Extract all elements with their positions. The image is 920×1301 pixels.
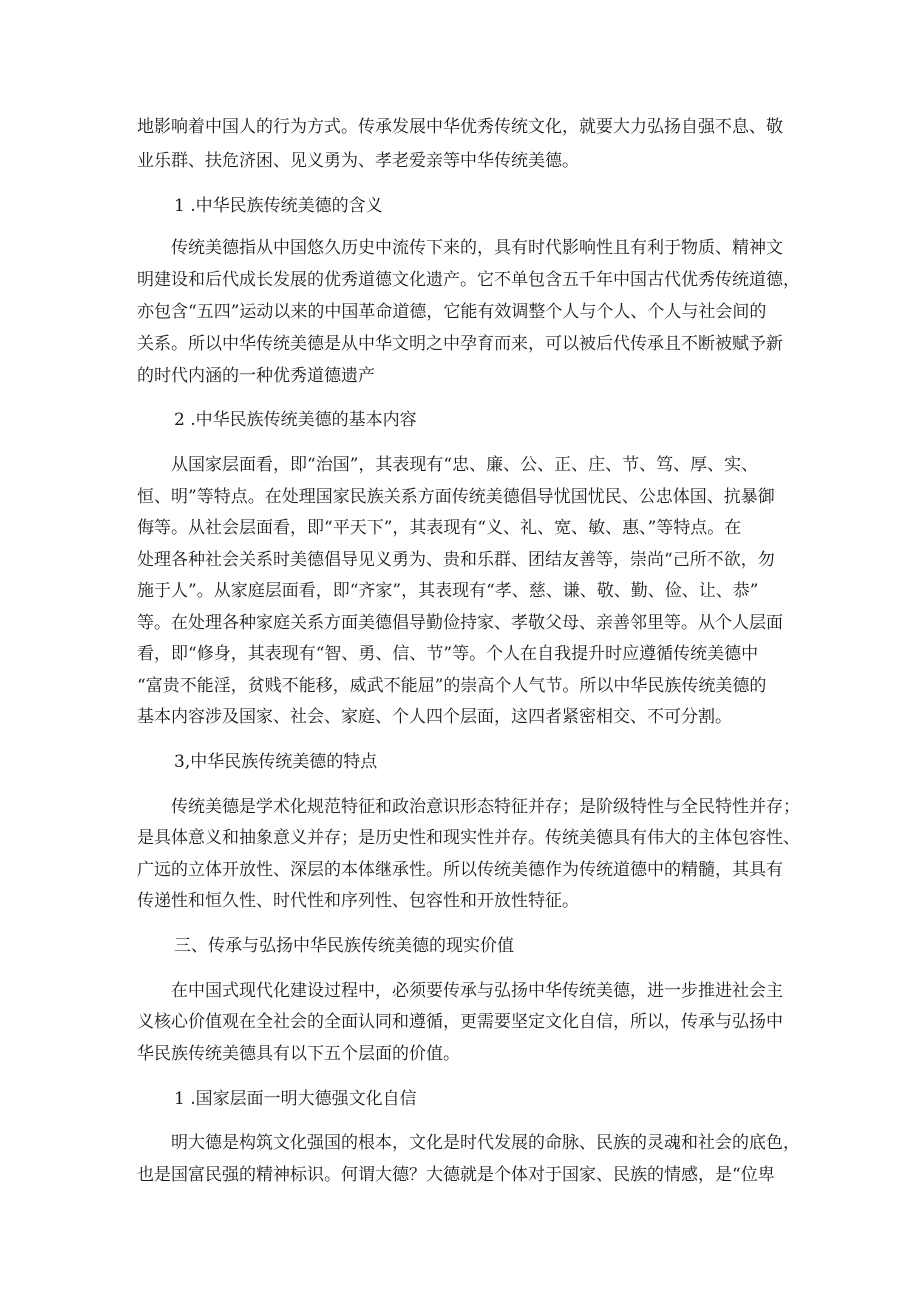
paragraph-line: 亦包含“五四”运动以来的中国革命道德，它能有效调整个人与个人、个人与社会间的 bbox=[137, 302, 767, 322]
section-heading: 1 .国家层面一明大德强文化自信 bbox=[174, 1089, 417, 1109]
section-heading: 三、传承与弘扬中华民族传统美德的现实价值 bbox=[174, 936, 514, 956]
paragraph-line: 侮等。从社会层面看，即“平天下”，其表现有“义、礼、宽、敏、惠、”等特点。在 bbox=[137, 518, 742, 538]
paragraph-line: 施于人”。从家庭层面看，即“齐家”，其表现有“孝、慈、谦、敬、勤、俭、让、恭” bbox=[137, 581, 759, 601]
paragraph-line: 看，即“修身，其表现有“智、勇、信、节”等。个人在自我提升时应遵循传统美德中 bbox=[137, 644, 759, 664]
paragraph-line: 地影响着中国人的行为方式。传承发展中华优秀传统文化，就要大力弘扬自强不息、敬 bbox=[137, 117, 783, 137]
paragraph-line: 广远的立体开放性、深层的本体继承性。所以传统美德作为传统道德中的精髓，其具有 bbox=[137, 860, 783, 880]
paragraph-line: 等。在处理各种家庭关系方面美德倡导勤俭持家、孝敬父母、亲善邻里等。从个人层面 bbox=[137, 613, 783, 633]
paragraph-line: 也是国富民强的精神标识。何谓大德？大德就是个体对于国家、民族的情感，是“位卑 bbox=[137, 1165, 775, 1185]
paragraph-line: 是具体意义和抽象意义并存；是历史性和现实性并存。传统美德具有伟大的主体包容性、 bbox=[137, 828, 800, 848]
paragraph-line: 处理各种社会关系时美德倡导见义勇为、贵和乐群、团结友善等，崇尚“己所不欲，勿 bbox=[137, 550, 775, 570]
paragraph-line: 基本内容涉及国家、社会、家庭、个人四个层面，这四者紧密相交、不可分割。 bbox=[137, 707, 732, 727]
paragraph-line: 传统美德是学术化规范特征和政治意识形态特征并存；是阶级特性与全民特性并存； bbox=[137, 797, 800, 817]
paragraph-line: 明建设和后代成长发展的优秀道德文化遗产。它不单包含五千年中国古代优秀传统道德， bbox=[137, 270, 800, 290]
section-heading: 2 .中华民族传统美德的基本内容 bbox=[174, 410, 417, 430]
paragraph-line: 业乐群、扶危济困、见义勇为、孝老爱亲等中华传统美德。 bbox=[137, 151, 579, 171]
paragraph-line: 恒、明”等特点。在处理国家民族关系方面传统美德倡导忧国忧民、公忠体国、抗暴御 bbox=[137, 487, 775, 507]
paragraph-line: 义核心价值观在全社会的全面认同和遵循，更需要坚定文化自信，所以，传承与弘扬中 bbox=[137, 1012, 783, 1032]
paragraph-line: 从国家层面看，即“治国”，其表现有“忠、廉、公、正、庄、节、笃、厚、实、 bbox=[137, 455, 759, 475]
paragraph-line: 关系。所以中华传统美德是从中华文明之中孕育而来，可以被后代传承且不断被赋予新 bbox=[137, 334, 783, 354]
section-heading: 3,中华民族传统美德的特点 bbox=[174, 752, 378, 772]
paragraph-line: 的时代内涵的一种优秀道德遗产 bbox=[137, 366, 375, 386]
paragraph-line: “富贵不能淫，贫贱不能移，威武不能屈”的崇高个人气节。所以中华民族传统美德的 bbox=[137, 676, 767, 696]
paragraph-line: 明大德是构筑文化强国的根本，文化是时代发展的命脉、民族的灵魂和社会的底色， bbox=[137, 1133, 800, 1153]
paragraph-line: 传递性和恒久性、时代性和序列性、包容性和开放性特征。 bbox=[137, 891, 579, 911]
paragraph-line: 传统美德指从中国悠久历史中流传下来的，具有时代影响性且有利于物质、精神文 bbox=[137, 238, 783, 258]
section-heading: 1 .中华民族传统美德的含义 bbox=[174, 196, 383, 216]
paragraph-line: 在中国式现代化建设过程中，必须要传承与弘扬中华传统美德，进一步推进社会主 bbox=[137, 981, 783, 1001]
paragraph-line: 华民族传统美德具有以下五个层面的价值。 bbox=[137, 1044, 460, 1064]
